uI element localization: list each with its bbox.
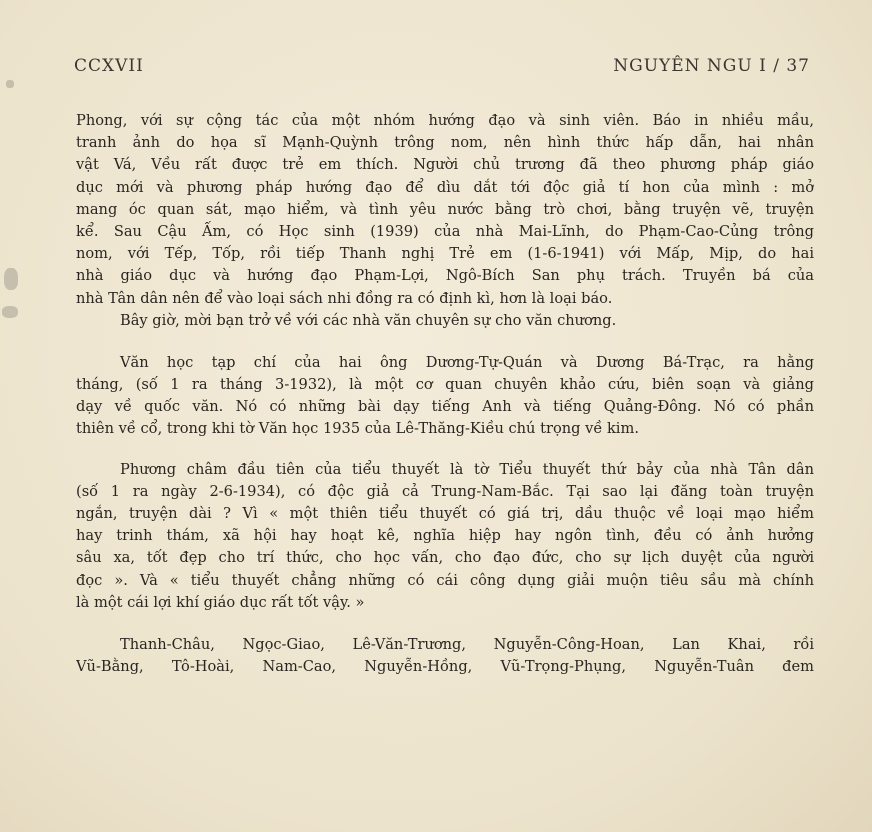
- text-line: nom, với Tếp, Tốp, rồi tiếp Thanh nghị Trẻ em (1-6-1941) với Mấp, Mịp, do hai: [76, 245, 814, 263]
- text-line: nhà giáo dục và hướng đạo Phạm-Lợi, Ngô-Bích San phụ trách. Truyền bá của: [76, 267, 814, 285]
- paragraph: [76, 634, 814, 678]
- text-line: hay trinh thám, xã hội hay hoạt kê, nghĩa hiệp hay ngôn tình, đều có ảnh hưởng: [76, 527, 814, 545]
- text-line: vật Vá, Vều rất được trẻ em thích. Người chủ trương đã theo phương pháp giáo: [76, 156, 814, 174]
- text-line: kể. Sau Cậu Ấm, có Học sinh (1939) của nhà Mai-Lĩnh, do Phạm-Cao-Củng trông: [76, 222, 814, 240]
- text-line: nhà Tân dân nên để vào loại sách nhi đồng ra có định kì, hơn là loại báo.: [76, 289, 613, 307]
- text-line: thiên về cổ, trong khi tờ Văn học 1935 của Lê-Thăng-Kiều chú trọng về kim.: [76, 420, 639, 438]
- paragraph: [76, 310, 814, 332]
- text-line: đọc ». Và « tiểu thuyết chẳng những có cái công dụng giải muộn tiêu sầu mà chính: [76, 571, 814, 589]
- body-text: [76, 110, 814, 678]
- text-line: (số 1 ra ngày 2-6-1934), có độc giả cả Trung-Nam-Bắc. Tại sao lại đăng toàn truyện: [76, 482, 814, 500]
- header-left: CCXVII: [74, 56, 144, 76]
- text-line: Phương châm đầu tiên của tiểu thuyết là tờ Tiểu thuyết thứ bảy của nhà Tân dân: [120, 460, 814, 478]
- text-line: mang óc quan sát, mạo hiểm, và tình yêu nước bằng trò chơi, bằng truyện vẽ, truyện: [76, 200, 814, 218]
- paragraph: [76, 459, 814, 614]
- text-line: ngắn, truyện dài ? Vì « một thiên tiểu thuyết có giá trị, dầu thuộc về loại mạo hiểm: [76, 505, 814, 522]
- header-right: NGUYÊN NGU I / 37: [613, 56, 810, 76]
- paragraph: [76, 352, 814, 441]
- text-line: Vũ-Bằng, Tô-Hoài, Nam-Cao, Nguyễn-Hồng, Vũ-Trọng-Phụng, Nguyễn-Tuân đem: [76, 658, 814, 676]
- page-edge-marks: [0, 0, 24, 832]
- text-line: Văn học tạp chí của hai ông Dương-Tự-Quán và Dương Bá-Trạc, ra hằng: [120, 353, 814, 371]
- text-line: tháng, (số 1 ra tháng 3-1932), là một cơ quan chuyên khảo cứu, biên soạn và giảng: [76, 376, 814, 394]
- text-line: tranh ảnh do họa sĩ Mạnh-Quỳnh trông nom, nên hình thức hấp dẫn, hai nhân: [76, 134, 814, 152]
- text-line: dục mới và phương pháp hướng đạo để dìu dắt tới độc giả tí hon của mình : mở: [76, 178, 814, 196]
- text-line: sâu xa, tốt đẹp cho trí thức, cho học vấn, cho đạo đức, cho sự lịch duyệt của người: [76, 549, 814, 567]
- text-line: Phong, với sự cộng tác của một nhóm hướng đạo và sinh viên. Báo in nhiều mầu,: [76, 112, 814, 129]
- paragraph: [76, 110, 814, 310]
- text-line: là một cái lợi khí giáo dục rất tốt vậy. »: [76, 593, 365, 611]
- text-line: Bây giờ, mời bạn trở về với các nhà văn chuyên sự cho văn chương.: [120, 311, 617, 329]
- text-line: Thanh-Châu, Ngọc-Giao, Lê-Văn-Trương, Nguyễn-Công-Hoan, Lan Khai, rồi: [120, 635, 814, 653]
- text-line: dạy về quốc văn. Nó có những bài dạy tiếng Anh và tiếng Quảng-Đông. Nó có phần: [76, 398, 814, 416]
- running-header: [74, 56, 810, 80]
